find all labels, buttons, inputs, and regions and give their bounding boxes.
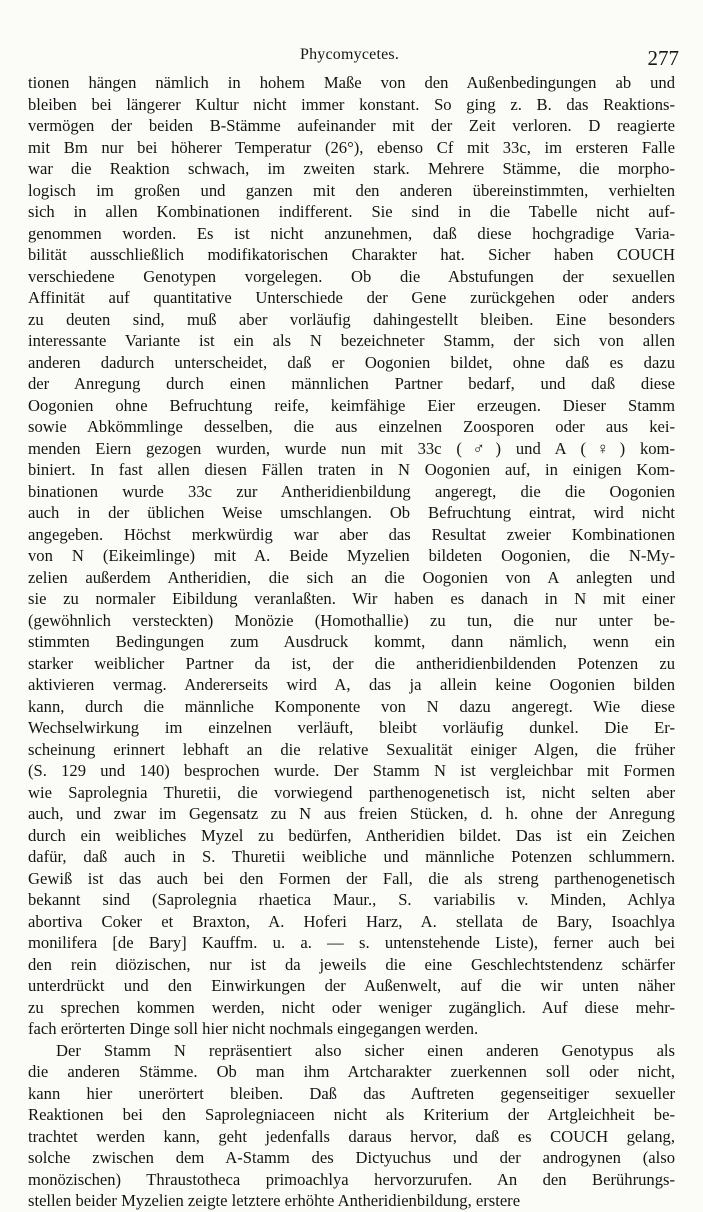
text-line: zelien außerdem Antheridien, die sich an die Oogonien von A anlegten und [28,567,675,587]
text-line: logisch im großen und ganzen mit den anderen übereinstimmten, verhielten [28,180,675,200]
text-line: mit Bm nur bei höherer Temperatur (26°), ebenso Cf mit 33c, im ersteren Falle [28,137,675,157]
text-line: monilifera [de Bary] Kauffm. u. a. — s. untenstehende Liste), ferner auch bei [28,933,675,952]
text-line: interessante Variante ist ein als N bezeichneter Stamm, der sich von allen [28,331,675,350]
text-line: sowie Abkömmlinge desselben, die aus einzelnen Zoosporen oder aus kei- [28,417,675,436]
text-line: bleiben bei längerer Kultur nicht immer konstant. So ging z. B. das Reaktions- [28,94,675,114]
text-line: menden Eiern gezogen wurden, wurde nun mit 33c (♂) und A (♀) kom- [28,438,675,458]
text-line: unterdrückt und den Einwirkungen der Außenwelt, auf die wir unten näher [28,976,675,995]
text-line: anderen dadurch unterscheidet, daß er Oogonien bildet, ohne daß es dazu [28,352,675,372]
text-line: Reaktionen bei den Saprolegniaceen nicht als Kriterium der Artgleichheit be- [28,1105,675,1124]
text-line: auch, und zwar im Gegensatz zu N aus freien Stücken, d. h. ohne der Anregung [28,804,675,823]
text-line: Der Stamm N repräsentiert also sicher einen anderen Genotypus als [56,1040,675,1060]
text-line: zu sprechen kommen werden, nicht oder weniger zugänglich. Auf diese mehr- [28,997,675,1017]
text-line: solche zwischen dem A-Stamm des Dictyuchus und der androgynen (also [28,1148,675,1167]
text-line: angegeben. Höchst merkwürdig war aber das Resultat zweier Kombinationen [28,524,675,544]
text-line: die anderen Stämme. Ob man ihm Artcharakter zuerkennen soll oder nicht, [28,1062,675,1081]
text-line: zu deuten sind, muß aber vorläufig dahingestellt bleiben. Eine besonders [28,309,675,329]
text-line: (S. 129 und 140) besprochen wurde. Der Stamm N ist vergleichbar mit Formen [28,761,675,780]
text-line: Wechselwirkung im einzelnen verläuft, bleibt vorläufig dunkel. Die Er- [28,718,675,737]
text-line: biniert. In fast allen diesen Fällen traten in N Oogonien auf, in einigen Kom- [28,460,675,479]
text-line: dafür, daß auch in S. Thuretii weibliche und männliche Potenzen schlummern. [28,847,675,866]
text-line: wie Saprolegnia Thuretii, die vorwiegend parthenogenetisch ist, nicht selten aber [28,782,675,802]
page-number: 277 [647,46,679,70]
text-line: kann, durch die männliche Komponente von N dazu angeregt. Wie diese [28,696,675,716]
text-line: stellen beider Myzelien zeigte letztere erhöhte Antheridienbildung, erstere [28,1191,521,1210]
text-line: abortiva Coker et Braxton, A. Hoferi Harz, A. stellata de Bary, Isoachlya [28,911,675,931]
text-line: tionen hängen nämlich in hohem Maße von den Außenbedingungen ab und [28,73,675,92]
text-line: monözischen) Thraustotheca primoachlya hervorzurufen. An den Berührungs- [28,1169,675,1189]
text-line: sich in allen Kombinationen indifferent. Sie sind in die Tabelle nicht auf- [28,202,675,221]
text-line: war die Reaktion schwach, im zweiten stark. Mehrere Stämme, die morpho- [28,159,675,178]
text-line: (gewöhnlich versteckten) Monözie (Homothallie) zu tun, die nur unter be- [28,610,675,630]
text-line: trachtet werden kann, geht jedenfalls daraus hervor, daß es COUCH gelang, [28,1126,675,1146]
text-line: verschiedene Genotypen vorgelegen. Ob die Abstufungen der sexuellen [28,266,675,286]
text-line: durch ein weibliches Myzel zu bedürfen, Antheridien bildet. Das ist ein Zeichen [28,825,675,845]
text-line: von N (Eikeimlinge) mit A. Beide Myzelien bildeten Oogonien, die N-My- [28,546,675,565]
text-line: aktivieren vermag. Andererseits wird A, das ja allein keine Oogonien bilden [28,675,675,694]
text-line: Affinität auf quantitative Unterschiede der Gene zurückgehen oder anders [28,288,675,307]
text-line: bekannt sind (Saprolegnia rhaetica Maur., S. variabilis v. Minden, Achlya [28,890,675,909]
text-line: den rein diözischen, nur ist da jeweils die eine Geschlechtstendenz schärfer [28,954,675,974]
text-line: der Anregung durch einen männlichen Partner bedarf, und daß diese [28,374,675,393]
text-line: sie zu normaler Eibildung veranlaßten. Wir haben es danach in N mit einer [28,589,675,608]
text-line: Oogonien ohne Befruchtung reife, keimfähige Eier erzeugen. Dieser Stamm [28,395,675,415]
text-line: scheinung erinnert lebhaft an die relative Sexualität einiger Algen, die früher [28,739,675,759]
text-line: vermögen der beiden B-Stämme aufeinander mit der Zeit verloren. D reagierte [28,116,675,135]
text-line: kann hier unerörtert bleiben. Daß das Auftreten gegenseitiger sexueller [28,1083,675,1103]
text-line: stimmten Bedingungen zum Ausdruck kommt, dann nämlich, wenn ein [28,632,675,651]
page-header [0,32,703,72]
text-line: starker weiblicher Partner da ist, der die antheridienbildenden Potenzen zu [28,653,675,673]
text-line: bilität ausschließlich modifikatorischen Charakter hat. Sicher haben COUCH [28,245,675,264]
text-line: Gewiß ist das auch bei den Formen der Fall, die als streng parthenogenetisch [28,868,675,888]
text-line: auch in der üblichen Weise umschlangen. Ob Befruchtung eintrat, wird nicht [28,503,675,522]
body-text [28,72,675,1212]
text-line: binationen wurde 33c zur Antheridienbildung angeregt, die die Oogonien [28,481,675,501]
text-line: genommen worden. Es ist nicht anzunehmen, daß diese hochgradige Varia- [28,223,675,243]
text-line: fach erörterten Dinge soll hier nicht nochmals eingegangen werden. [28,1019,479,1038]
running-title: Phycomycetes. [300,46,400,63]
